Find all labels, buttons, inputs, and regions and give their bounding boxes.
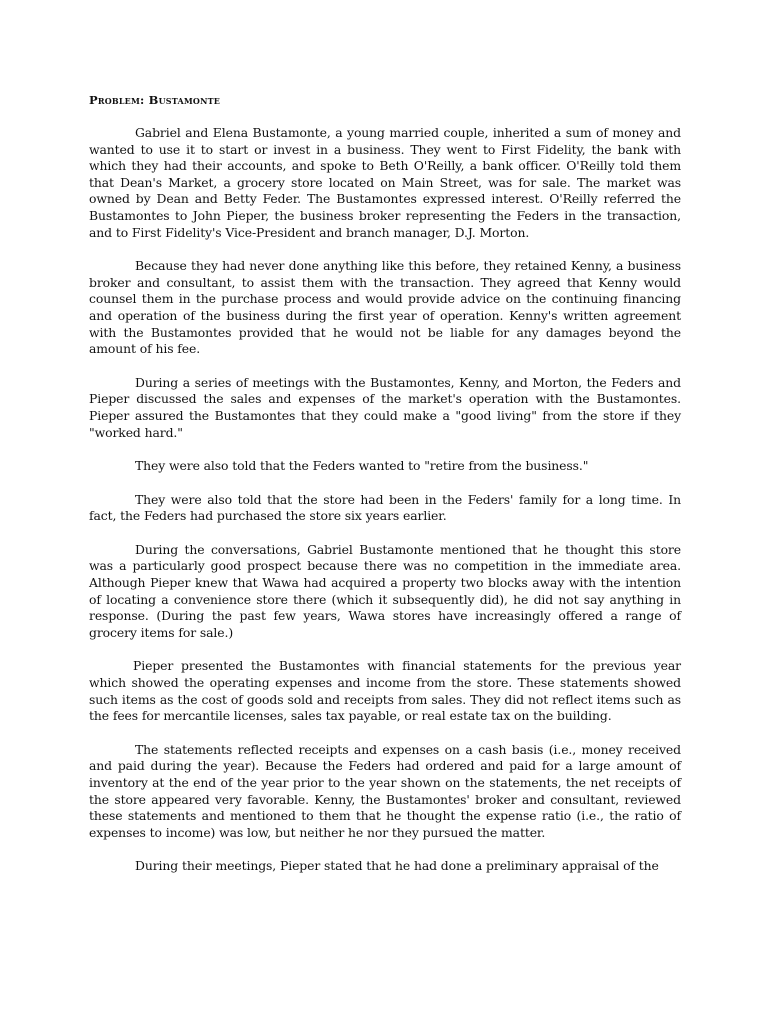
paragraph-5: They were also told that the store had been in the Feders' family for a long time. In fact, the Feders had purchased the store six years earlier. [89, 491, 681, 524]
paragraph-2: Because they had never done anything like this before, they retained Kenny, a business broker and consultant, to assist them with the transaction. They agreed that Kenny would counsel them in the purchase process and would provide advice on the continuing financing and operation of the business during the first year of operation. Kenny's written agreement with the Bustamontes provided that he would not be liable for any damages beyond the amount of his fee. [89, 258, 681, 357]
document-heading: Problem: Bustamonte [89, 93, 221, 107]
paragraph-1: Gabriel and Elena Bustamonte, a young married couple, inherited a sum of money and wanted to use it to start or invest in a business. They went to First Fidelity, the bank with which they had their accounts, and spoke to Beth O'Reilly, a bank officer. O'Reilly told them that Dean's Market, a grocery store located on Main Street, was for sale. The market was owned by Dean and Betty Feder. The Bustamontes expressed interest. O'Reilly referred the Bustamontes to John Pieper, the business broker representing the Feders in the transaction, and to First Fidelity's Vice-President and branch manager, D.J. Morton. [89, 125, 681, 240]
paragraph-7: Pieper presented the Bustamontes with financial statements for the previous year which showed the operating expenses and income from the store. These statements showed such items as the cost of goods sold and receipts from sales. They did not reflect items such as the fees for mercantile licenses, sales tax payable, or real estate tax on the building. [89, 658, 681, 724]
document-body [89, 92, 681, 892]
paragraph-3: During a series of meetings with the Bustamontes, Kenny, and Morton, the Feders and Pieper discussed the sales and expenses of the market's operation with the Bustamontes. Pieper assured the Bustamontes that they could make a "good living" from the store if they "worked hard." [89, 374, 681, 440]
paragraph-9: During their meetings, Pieper stated that he had done a preliminary appraisal of the [135, 858, 659, 874]
paragraph-8: The statements reflected receipts and expenses on a cash basis (i.e., money received and paid during the year). Because the Feders had ordered and paid for a large amount of inventory at the end of the year prior to the year shown on the statements, the net receipts of the store appeared very favorable. Kenny, the Bustamontes' broker and consultant, reviewed these statements and mentioned to them that he thought the expense ratio (i.e., the ratio of expenses to income) was low, but neither he nor they pursued the matter. [89, 741, 681, 840]
paragraph-6: During the conversations, Gabriel Bustamonte mentioned that he thought this store was a particularly good prospect because there was no competition in the immediate area. Although Pieper knew that Wawa had acquired a property two blocks away with the intention of locating a convenience store there (which it subsequently did), he did not say anything in response. (During the past few years, Wawa stores have increasingly offered a range of grocery items for sale.) [89, 541, 681, 640]
paragraph-4: They were also told that the Feders wanted to "retire from the business." [135, 458, 589, 474]
